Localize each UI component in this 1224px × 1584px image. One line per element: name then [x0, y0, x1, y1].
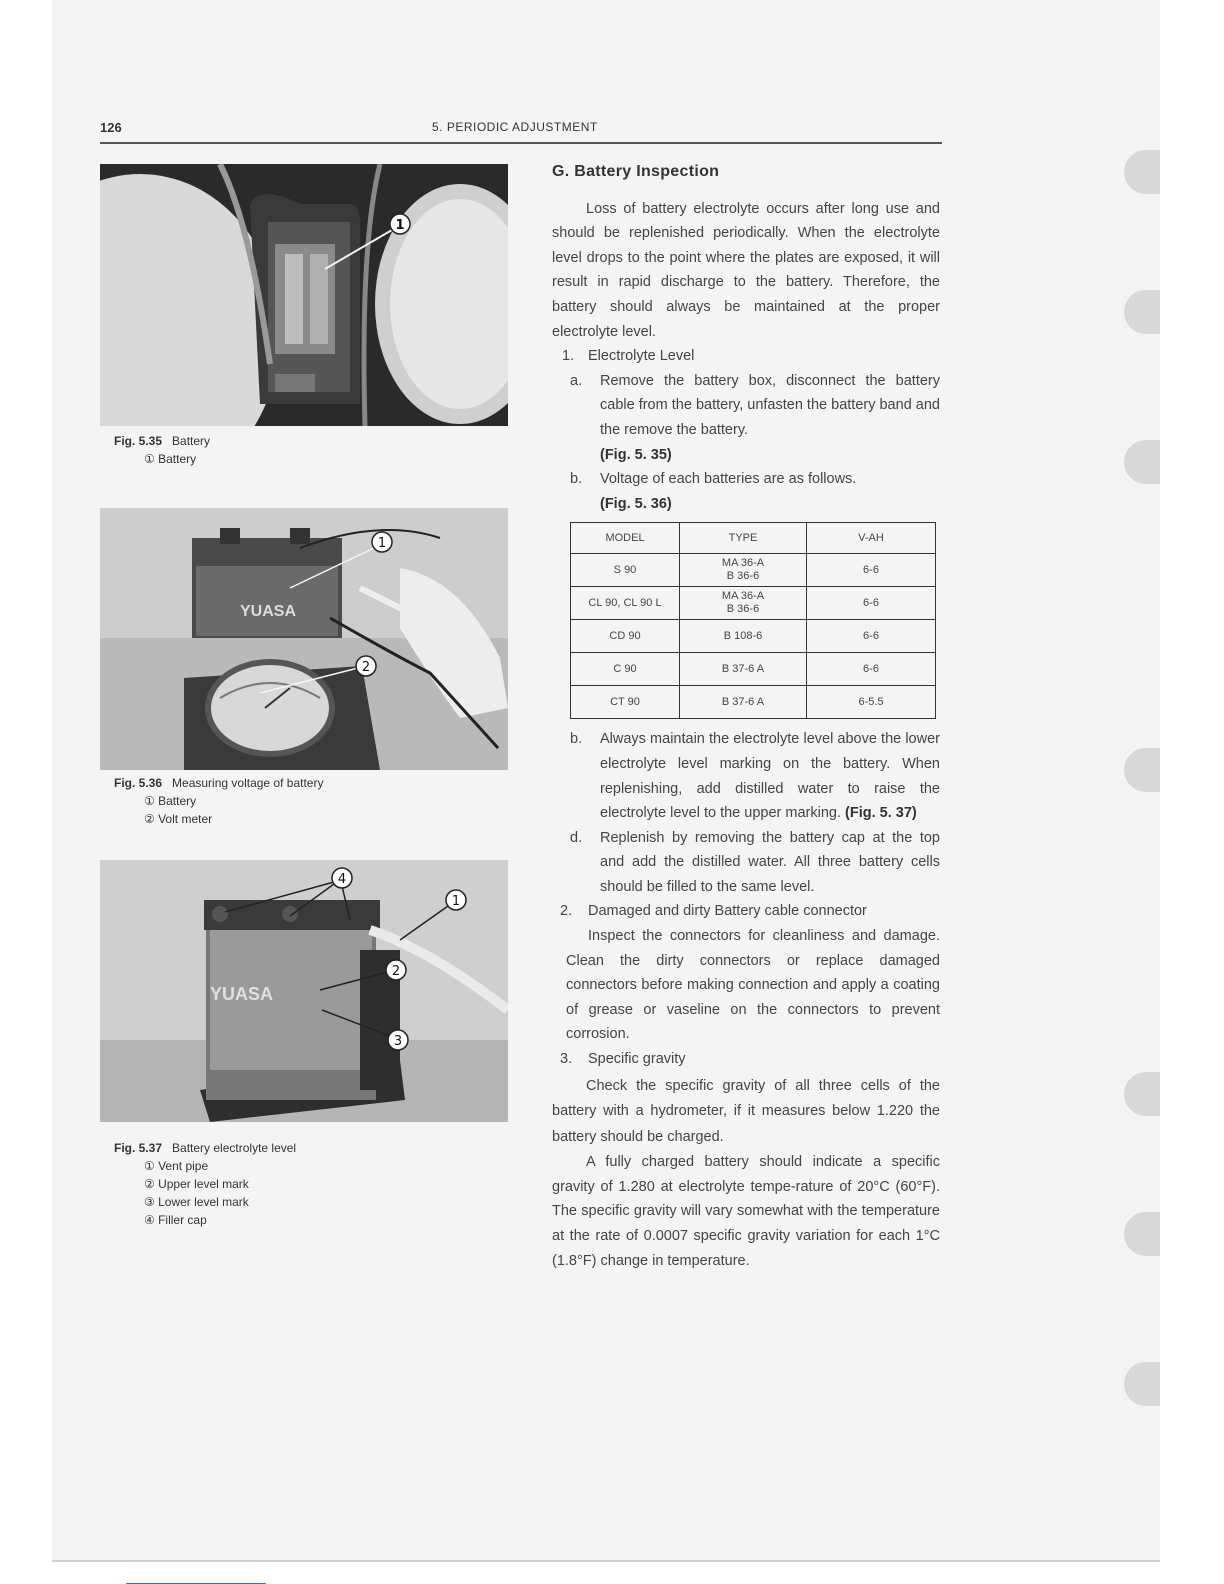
- sub-item-b2: [552, 727, 940, 825]
- figure-title: Battery electrolyte level: [172, 1141, 297, 1155]
- binder-hole: [1124, 150, 1160, 194]
- item-marker: 2.: [560, 903, 573, 920]
- type-line: B 36-6: [726, 603, 760, 616]
- item-title: Damaged and dirty Battery cable connector: [588, 903, 867, 920]
- table-row: [571, 653, 936, 686]
- sub-text: Voltage of each batteries are as follows.: [600, 471, 857, 488]
- sub-item-a: [552, 369, 940, 467]
- item-2: [552, 899, 940, 924]
- binder-hole: [1124, 290, 1160, 334]
- cell-model: C 90: [571, 653, 680, 686]
- cell-type: B 37-6 A: [680, 653, 807, 686]
- item-2-text: [552, 924, 940, 1047]
- callout-2: 2: [361, 660, 371, 675]
- sub-marker: a.: [570, 372, 583, 389]
- figure-5-36-caption: [114, 774, 323, 828]
- binder-hole: [1124, 440, 1160, 484]
- callout-3: 3: [393, 1034, 403, 1049]
- main-text: [552, 160, 940, 1273]
- type-line: B 36-6: [726, 570, 760, 583]
- binder-hole: [1124, 1212, 1160, 1256]
- cell-vah: 6-6: [807, 620, 936, 653]
- cell-vah: 6-6: [807, 653, 936, 686]
- item-marker: 3.: [560, 1051, 573, 1068]
- caption-item: ③ Lower level mark: [144, 1195, 249, 1209]
- item-2-body: Inspect the connectors for cleanliness and damage. Clean the dirty connectors or replace damaged connectors before making connection and apply a coating of grease or vaseline on the connectors to prevent corrosion.: [566, 928, 940, 1043]
- item-3: [552, 1047, 940, 1072]
- page-number: 126: [100, 120, 122, 135]
- column-header: V-AH: [807, 523, 936, 554]
- binder-hole: [1124, 1362, 1160, 1406]
- cell-vah: 6-6: [807, 554, 936, 587]
- table-row: [571, 587, 936, 620]
- item-3-paragraph-1: Check the specific gravity of all three cells of the battery with a hydrometer, if it measures below 1.220 the battery should be charged.: [552, 1077, 940, 1145]
- item-marker: 1.: [562, 348, 575, 365]
- sub-text: Always maintain the electrolyte level above the lower electrolyte level marking on the battery. When replenishing, add distilled water to raise the electrolyte level to the upper marking.: [600, 731, 940, 822]
- table-row: [571, 554, 936, 587]
- battery-spec-table: [570, 522, 936, 719]
- cell-type: B 108-6: [680, 620, 807, 653]
- figure-label: Fig. 5.36: [114, 776, 163, 790]
- figure-5-37-photo: [100, 860, 508, 1122]
- item-title: Electrolyte Level: [588, 348, 695, 365]
- sub-marker: b.: [570, 731, 583, 748]
- column-header: MODEL: [571, 523, 680, 554]
- figure-5-35-caption: [114, 432, 210, 468]
- figure-reference: (Fig. 5. 37): [845, 805, 917, 822]
- type-line: MA 36-A: [721, 590, 765, 603]
- bottom-edge: [52, 1560, 1160, 1562]
- cell-model: S 90: [571, 554, 680, 587]
- cell-model: CT 90: [571, 686, 680, 719]
- caption-item: ① Battery: [144, 794, 197, 808]
- cell-vah: 6-5.5: [807, 686, 936, 719]
- binder-hole: [1124, 748, 1160, 792]
- caption-item: ② Upper level mark: [144, 1177, 249, 1191]
- figure-label: Fig. 5.35: [114, 434, 163, 448]
- item-1: [552, 344, 940, 369]
- figure-5-35-photo: [100, 164, 508, 426]
- sub-item-b: [552, 467, 940, 516]
- sub-marker: b.: [570, 471, 583, 488]
- figure-5-37-caption: [114, 1139, 296, 1229]
- figure-5-36-photo: [100, 508, 508, 770]
- figure-label: Fig. 5.37: [114, 1141, 163, 1155]
- cell-vah: 6-6: [807, 587, 936, 620]
- cell-model: CD 90: [571, 620, 680, 653]
- intro-paragraph: Loss of battery electrolyte occurs after long use and should be replenished periodically. When the electrolyte level drops to the point where the plates are exposed, it will result in rapid discharge to the battery. Therefore, the battery should always be maintained at the proper electrolyte level.: [552, 200, 940, 340]
- callout-1: 1: [395, 218, 405, 233]
- sub-text: Replenish by removing the battery cap at the top and add the distilled water. All three battery cells should be filled to the same level.: [600, 829, 940, 895]
- battery-brand: YUASA: [240, 603, 297, 620]
- column-header: TYPE: [680, 523, 807, 554]
- callout-1: 1: [377, 536, 387, 551]
- figure-title: Battery: [172, 434, 211, 448]
- callout-4: 4: [337, 872, 347, 887]
- table-row: [571, 686, 936, 719]
- cell-type: B 37-6 A: [680, 686, 807, 719]
- callout-2: 2: [391, 964, 401, 979]
- chapter-title: 5. PERIODIC ADJUSTMENT: [432, 120, 598, 134]
- caption-item: ② Volt meter: [144, 812, 213, 826]
- binder-hole: [1124, 1072, 1160, 1116]
- item-title: Specific gravity: [588, 1051, 686, 1068]
- item-3-paragraph-2: A fully charged battery should indicate a specific gravity of 1.280 at electrolyte tempe-rature of 20°C (60°F). The specific gravity will vary somewhat with the temperature at the rate of 0.0007 specific gravity variation for each 1°C (1.8°F) change in temperature.: [552, 1154, 940, 1269]
- table-header-row: [571, 523, 936, 554]
- type-line: MA 36-A: [721, 557, 765, 570]
- caption-item: ① Vent pipe: [144, 1159, 209, 1173]
- figure-reference: (Fig. 5. 35): [600, 446, 672, 463]
- cell-type: [680, 554, 807, 587]
- figure-title: Measuring voltage of battery: [172, 776, 324, 790]
- battery-brand: YUASA: [210, 984, 274, 1004]
- sub-item-d: [552, 826, 940, 900]
- page-header: [100, 118, 942, 142]
- table-row: [571, 620, 936, 653]
- caption-item: ① Battery: [144, 452, 197, 466]
- sub-marker: d.: [570, 829, 583, 846]
- sub-text: Remove the battery box, disconnect the battery cable from the battery, unfasten the battery band and the remove the battery.: [600, 372, 940, 438]
- caption-item: ④ Filler cap: [144, 1213, 207, 1227]
- figure-reference: (Fig. 5. 36): [600, 495, 672, 512]
- callout-1: 1: [451, 894, 461, 909]
- header-rule: [100, 142, 942, 144]
- section-title: G. Battery Inspection: [552, 163, 720, 180]
- cell-model: CL 90, CL 90 L: [571, 587, 680, 620]
- cell-type: [680, 587, 807, 620]
